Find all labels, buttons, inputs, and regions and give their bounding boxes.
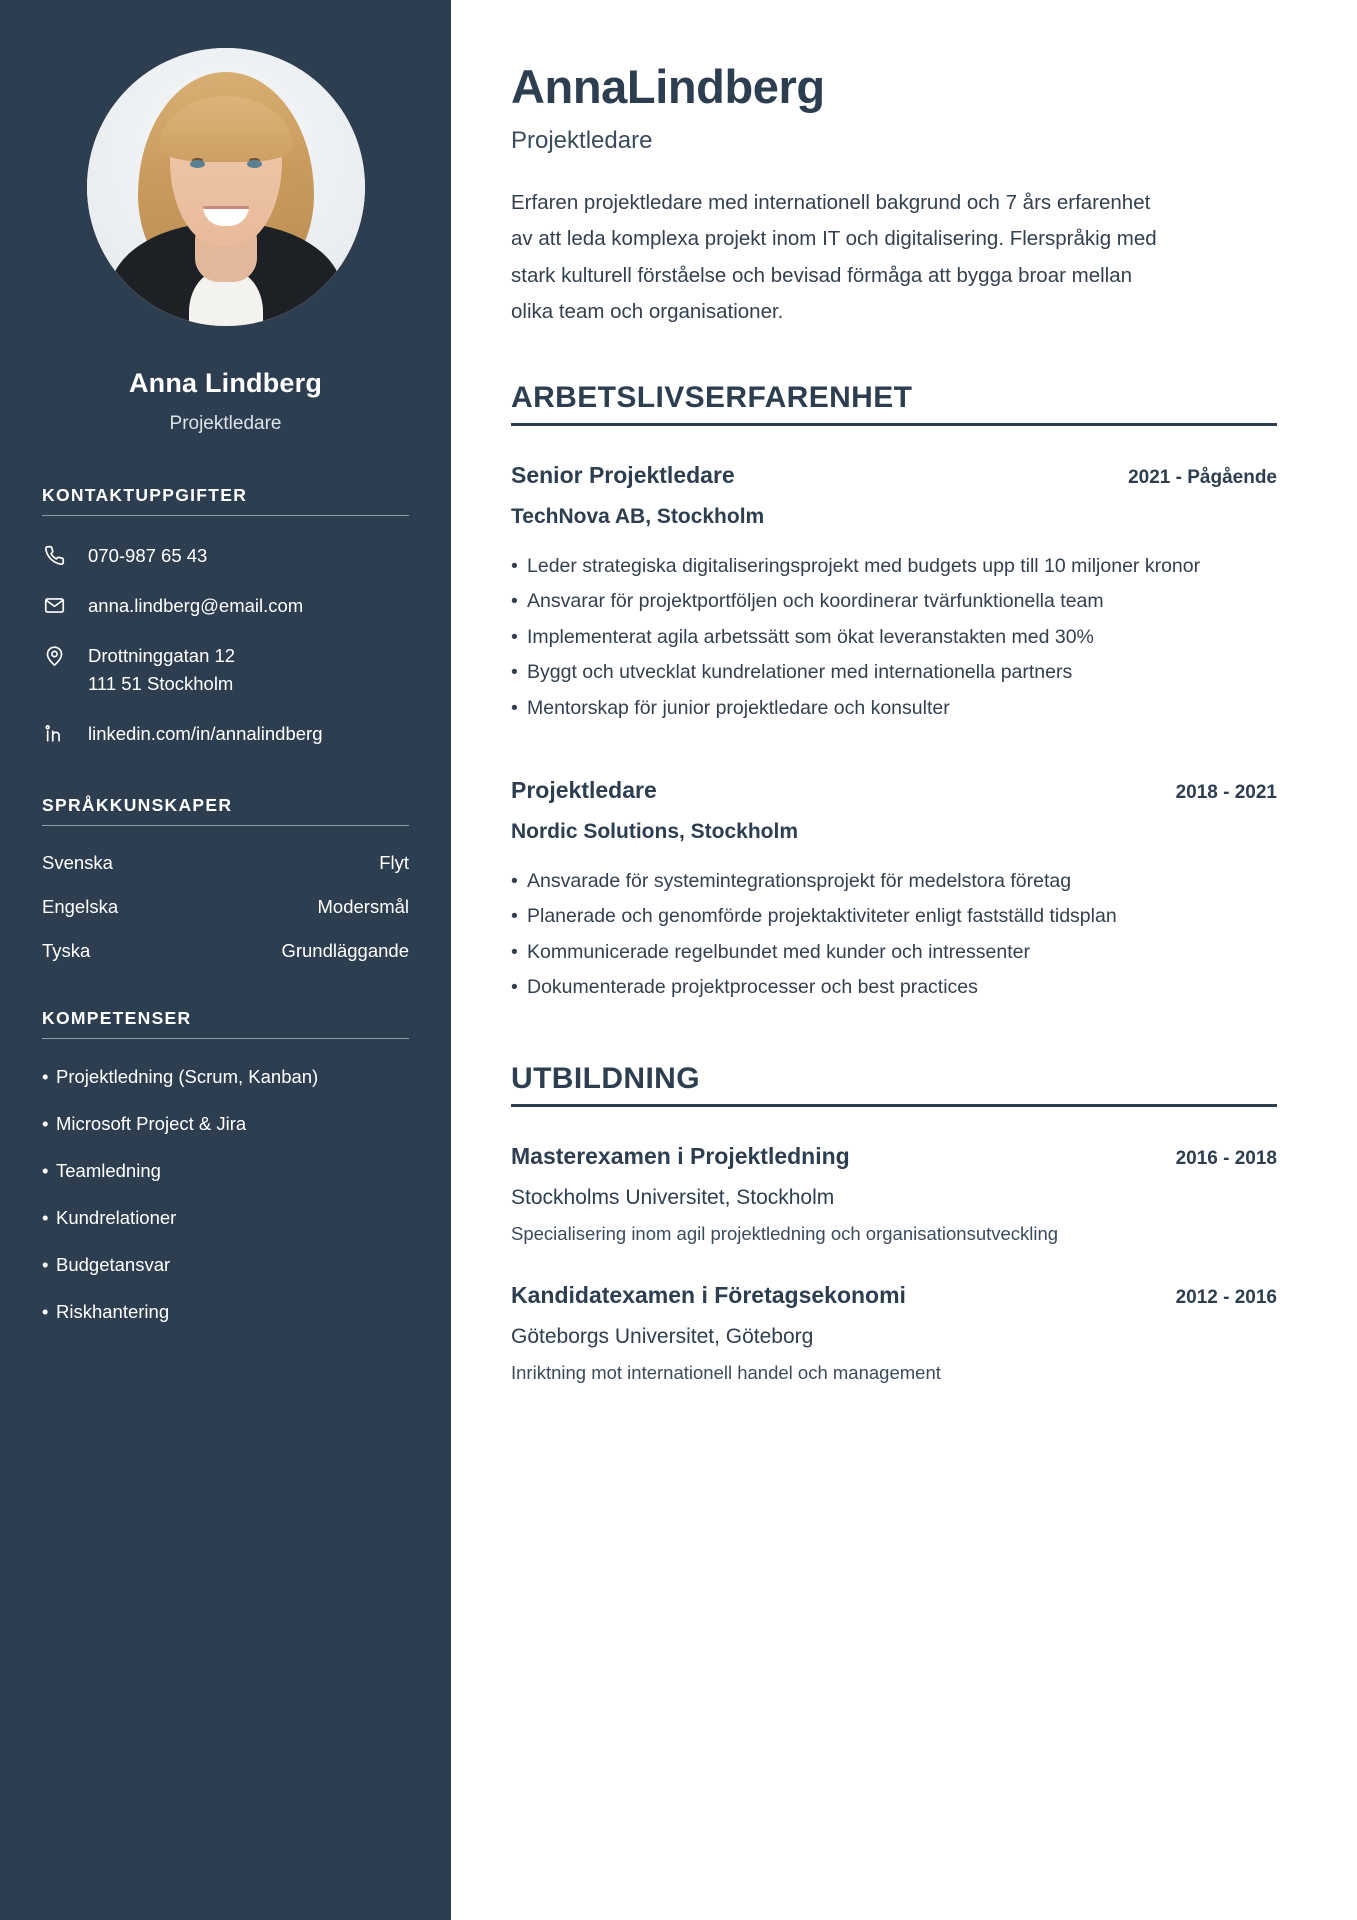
skill-item: • Teamledning xyxy=(42,1159,409,1183)
language-row xyxy=(42,940,409,962)
language-name: Svenska xyxy=(42,851,113,873)
education-school: Göteborgs Universitet, Göteborg xyxy=(511,1324,814,1348)
languages-section-title: SPRÅKKUNSKAPER xyxy=(42,795,409,826)
contact-section-title: KONTAKTUPPGIFTER xyxy=(42,485,409,516)
experience-entry xyxy=(511,462,1277,725)
contact-item-linkedin[interactable] xyxy=(42,720,409,748)
education-note: Specialisering inom agil projektledning och organisationsutveckling xyxy=(511,1222,1059,1244)
header-role: Projektledare xyxy=(511,126,653,154)
profile-summary: Erfaren projektledare med internationell bakgrund och 7 års erfarenhet av att leda komplexa projekt inom IT och digitalisering. Flerspråkig med stark kulturell förståelse och bevisad förmåga att bygga broar mellan olika team och organisationer. xyxy=(511,190,1157,324)
education-entry xyxy=(511,1143,1277,1248)
education-entry-head xyxy=(511,1282,1277,1309)
experience-date: 2021 - Pågående xyxy=(1128,466,1277,488)
experience-section xyxy=(511,381,1277,1004)
education-degree: Kandidatexamen i Företagsekonomi xyxy=(511,1281,906,1308)
language-level: Modersmål xyxy=(317,895,409,917)
address-line-1: Drottninggatan 12 xyxy=(88,645,236,667)
experience-bullet-list xyxy=(511,866,1277,1004)
experience-entry-head xyxy=(511,462,1277,489)
languages-section xyxy=(42,795,409,962)
experience-company: Nordic Solutions, Stockholm xyxy=(511,819,799,843)
contact-address-value xyxy=(88,642,235,698)
skills-section xyxy=(42,1008,409,1324)
contact-item-email[interactable] xyxy=(42,592,409,620)
language-name: Tyska xyxy=(42,939,91,961)
skills-section-title: KOMPETENSER xyxy=(42,1008,409,1039)
experience-bullet: • Ansvarar för projektportföljen och koordinerar tvärfunktionella team xyxy=(511,586,1277,618)
profile-photo xyxy=(87,48,365,326)
location-pin-icon xyxy=(42,642,66,668)
experience-bullet: • Kommunicerade regelbundet med kunder och intressenter xyxy=(511,937,1277,969)
experience-bullet: • Leder strategiska digitaliseringsprojekt med budgets upp till 10 miljoner kronor xyxy=(511,551,1277,583)
education-section xyxy=(511,1062,1277,1387)
experience-bullet: • Planerade och genomförde projektaktiviteter enligt fastställd tidsplan xyxy=(511,901,1277,933)
photo-eye-right xyxy=(247,160,262,168)
skill-item: • Projektledning (Scrum, Kanban) xyxy=(42,1065,409,1089)
skill-item: • Budgetansvar xyxy=(42,1253,409,1277)
language-level: Flyt xyxy=(379,851,409,873)
experience-company: TechNova AB, Stockholm xyxy=(511,504,765,528)
sidebar-name: Anna Lindberg xyxy=(128,368,323,398)
experience-entry xyxy=(511,777,1277,1004)
education-note: Inriktning mot internationell handel och management xyxy=(511,1361,941,1383)
skill-item: • Kundrelationer xyxy=(42,1206,409,1230)
experience-job-title: Senior Projektledare xyxy=(511,461,735,488)
contact-item-address[interactable] xyxy=(42,642,409,698)
experience-bullet: • Ansvarade för systemintegrationsprojekt för medelstora företag xyxy=(511,866,1277,898)
contact-email-value: anna.lindberg@email.com xyxy=(88,595,304,617)
experience-bullet: • Dokumenterade projektprocesser och best practices xyxy=(511,972,1277,1004)
education-section-title: UTBILDNING xyxy=(511,1062,1277,1107)
main-content xyxy=(451,0,1357,1920)
experience-bullet: • Implementerat agila arbetssätt som ökat leveranstakten med 30% xyxy=(511,622,1277,654)
experience-section-title: ARBETSLIVSERFARENHET xyxy=(511,381,1277,426)
first-name: Anna xyxy=(511,60,627,113)
experience-bullet: • Mentorskap för junior projektledare och konsulter xyxy=(511,693,1277,725)
envelope-icon xyxy=(42,592,66,618)
contact-item-phone[interactable] xyxy=(42,542,409,570)
experience-bullet: • Byggt och utvecklat kundrelationer med internationella partners xyxy=(511,657,1277,689)
sidebar-role: Projektledare xyxy=(169,413,282,434)
profile-photo-wrapper xyxy=(42,48,409,326)
education-date: 2012 - 2016 xyxy=(1175,1286,1277,1308)
education-date: 2016 - 2018 xyxy=(1175,1147,1277,1169)
education-entry-head xyxy=(511,1143,1277,1170)
contact-section xyxy=(42,485,409,749)
education-degree: Masterexamen i Projektledning xyxy=(511,1142,850,1169)
linkedin-icon xyxy=(42,720,66,746)
language-level: Grundläggande xyxy=(281,939,409,961)
address-line-2: 111 51 Stockholm xyxy=(88,673,234,695)
skill-item: • Riskhantering xyxy=(42,1300,409,1324)
contact-phone-value: 070-987 65 43 xyxy=(88,545,208,566)
experience-date: 2018 - 2021 xyxy=(1175,781,1277,803)
education-school: Stockholms Universitet, Stockholm xyxy=(511,1185,835,1209)
photo-eye-left xyxy=(190,160,205,168)
experience-entry-head xyxy=(511,777,1277,804)
experience-job-title: Projektledare xyxy=(511,776,657,803)
contact-linkedin-value: linkedin.com/in/annalindberg xyxy=(88,723,323,745)
education-entry xyxy=(511,1282,1277,1387)
experience-bullet-list xyxy=(511,551,1277,725)
sidebar xyxy=(0,0,451,1920)
skill-item: • Microsoft Project & Jira xyxy=(42,1112,409,1136)
page-title xyxy=(511,62,1277,113)
language-row xyxy=(42,852,409,874)
phone-icon xyxy=(42,542,66,568)
last-name: Lindberg xyxy=(626,60,825,113)
language-name: Engelska xyxy=(42,895,119,917)
language-row xyxy=(42,896,409,918)
